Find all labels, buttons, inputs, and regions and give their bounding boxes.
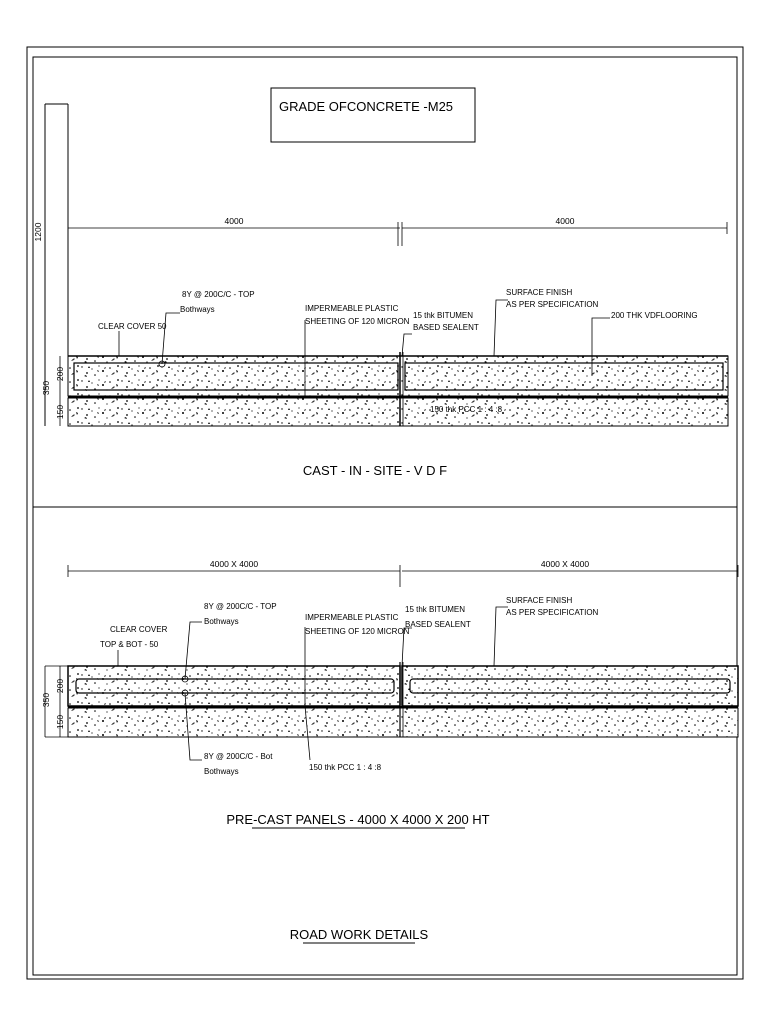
dim-4000-right: 4000 xyxy=(555,216,575,226)
dim-4000-left: 4000 xyxy=(224,216,244,226)
title-box xyxy=(271,88,475,142)
rebar-top-label-2: Bothways xyxy=(204,617,239,626)
pcc-layer xyxy=(68,398,728,426)
bitumen-b-1: 15 thk BITUMEN xyxy=(405,605,466,614)
clear-cover-b-2: TOP & BOT - 50 xyxy=(100,640,159,649)
footer-title: ROAD WORK DETAILS xyxy=(289,927,429,942)
title-box-text: GRADE OFCONCRETE -M25 xyxy=(278,99,454,114)
dim-200-b: 200 xyxy=(55,678,65,694)
pcc-b-label: 150 thk PCC 1 : 4 :8 xyxy=(309,763,382,772)
sheeting-b-1: IMPERMEABLE PLASTIC xyxy=(305,613,399,622)
precast-panel-right xyxy=(402,666,738,706)
dim-150-b: 150 xyxy=(55,714,65,730)
bitumen-label-1: 15 thk BITUMEN xyxy=(413,311,474,320)
rebar-bot-label-2: Bothways xyxy=(204,767,239,776)
outer-border xyxy=(27,47,743,979)
precast-panel-left xyxy=(68,666,400,706)
rebar-top-label-1: 8Y @ 200C/C - TOP xyxy=(204,602,277,611)
section-cast-in-site xyxy=(33,104,728,478)
dim-1200: 1200 xyxy=(33,222,43,242)
dim-200: 200 xyxy=(55,366,65,382)
surface-b-2: AS PER SPECIFICATION xyxy=(506,608,599,617)
rebar-label-1: 8Y @ 200C/C - TOP xyxy=(182,290,255,299)
dim-350: 350 xyxy=(41,380,51,396)
inner-border xyxy=(33,57,737,975)
sheeting-label-1: IMPERMEABLE PLASTIC xyxy=(305,304,399,313)
pcc-label: 150 thk PCC 1 : 4 :8 xyxy=(430,405,503,414)
rebar-bot-label-1: 8Y @ 200C/C - Bot xyxy=(204,752,273,761)
dim-4000x4000-left: 4000 X 4000 xyxy=(209,559,259,569)
section-title-precast: PRE-CAST PANELS - 4000 X 4000 X 200 HT xyxy=(226,812,490,827)
bitumen-b-2: BASED SEALENT xyxy=(405,620,471,629)
dim-4000x4000-right: 4000 X 4000 xyxy=(540,559,590,569)
sheeting-b-2: SHEETING OF 120 MICRON xyxy=(305,627,410,636)
dim-150: 150 xyxy=(55,404,65,420)
clear-cover-b-1: CLEAR COVER xyxy=(110,625,168,634)
surface-label-1: SURFACE FINISH xyxy=(506,288,573,297)
sheeting-label-2: SHEETING OF 120 MICRON xyxy=(305,317,410,326)
dim-350-b: 350 xyxy=(41,692,51,708)
surface-label-2: AS PER SPECIFICATION xyxy=(506,300,599,309)
clear-cover-label: CLEAR COVER 50 xyxy=(98,322,167,331)
section-pre-cast xyxy=(41,559,738,828)
bitumen-label-2: BASED SEALENT xyxy=(413,323,479,332)
flooring-label: 200 THK VDFLOORING xyxy=(611,311,698,320)
rebar-label-2: Bothways xyxy=(180,305,215,314)
surface-b-1: SURFACE FINISH xyxy=(506,596,573,605)
section-title-cast: CAST - IN - SITE - V D F xyxy=(302,463,448,478)
